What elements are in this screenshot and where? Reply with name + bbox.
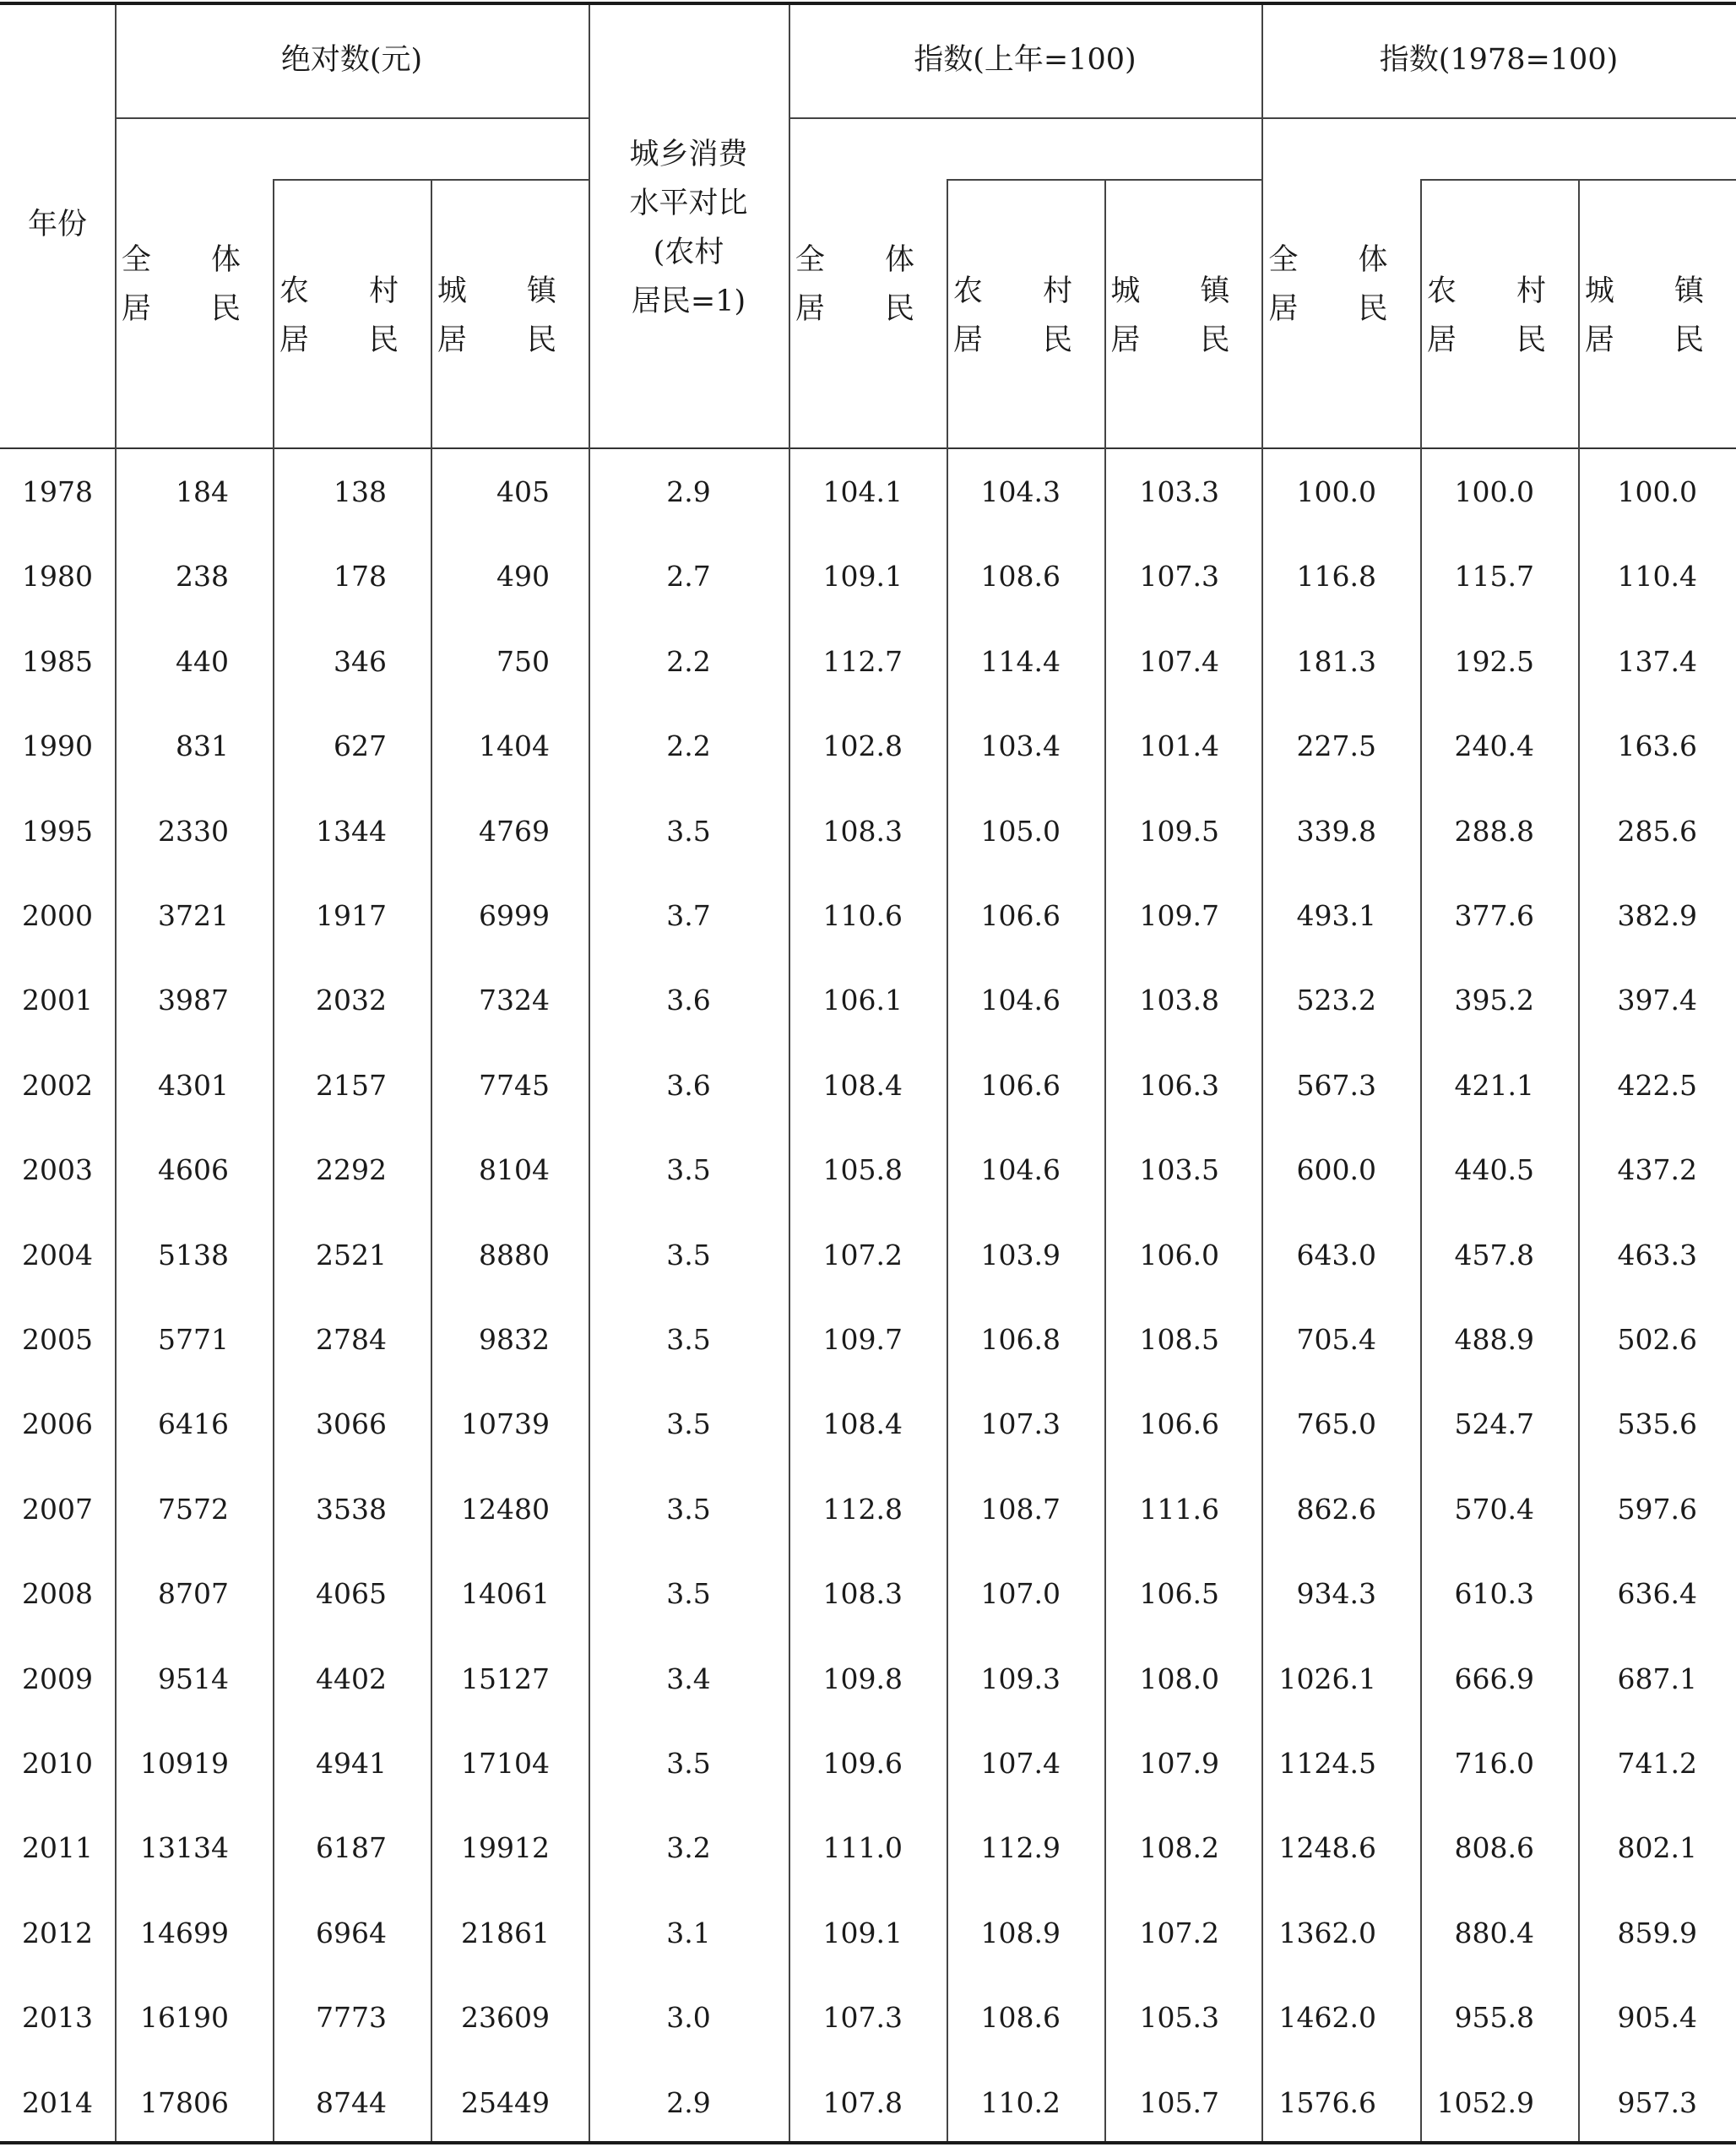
header-urban-residents: 城 镇: [1584, 274, 1730, 308]
cell-all-absolute: 238: [176, 560, 229, 593]
cell-rural-index-1978: 421.1: [1454, 1069, 1534, 1102]
cell-urban-index-prev: 109.5: [1139, 815, 1219, 848]
cell-urban-index-prev: 105.3: [1139, 2001, 1219, 2034]
header-rural-residents: 农 村: [279, 274, 425, 308]
cell-urban-index-prev: 107.2: [1139, 1917, 1219, 1949]
cell-rural-index-prev: 103.4: [980, 729, 1061, 762]
cell-year: 2014: [22, 2086, 93, 2119]
header-rule: [947, 179, 1261, 181]
cell-all-index-1978: 227.5: [1296, 729, 1376, 762]
cell-year: 2010: [22, 1747, 93, 1780]
header-rural-residents: 农 村: [1426, 274, 1572, 308]
cell-urban-index-1978: 437.2: [1617, 1153, 1697, 1186]
cell-rural-index-prev: 106.8: [980, 1323, 1061, 1356]
cell-rural-index-prev: 104.6: [980, 984, 1061, 1017]
cell-urban-absolute: 10739: [461, 1407, 550, 1440]
cell-rural-index-prev: 114.4: [980, 645, 1061, 678]
cell-rural-index-1978: 716.0: [1454, 1747, 1534, 1780]
header-urban-residents: 城 镇: [437, 274, 583, 308]
header-all-residents: 居 民: [1268, 292, 1413, 326]
cell-rural-index-1978: 440.5: [1454, 1153, 1534, 1186]
header-rural-residents: 居 民: [952, 323, 1099, 357]
cell-all-index-prev: 102.8: [822, 729, 903, 762]
cell-ratio: 3.5: [666, 1577, 711, 1610]
cell-year: 2011: [22, 1831, 93, 1864]
cell-ratio: 2.9: [666, 2086, 711, 2119]
cell-urban-absolute: 7324: [479, 984, 550, 1017]
cell-year: 1985: [22, 645, 93, 678]
cell-all-index-prev: 110.6: [822, 899, 903, 932]
cell-rural-index-prev: 107.0: [980, 1577, 1061, 1610]
cell-urban-absolute: 21861: [461, 1917, 550, 1949]
header-year: 年份: [27, 208, 87, 241]
cell-all-index-prev: 109.1: [822, 1917, 903, 1949]
cell-ratio: 2.2: [666, 645, 711, 678]
cell-all-index-1978: 705.4: [1296, 1323, 1376, 1356]
header-absolute-group: 绝对数(元): [280, 43, 423, 77]
cell-rural-absolute: 2292: [316, 1153, 387, 1186]
header-bottom-rule: [0, 447, 1736, 449]
cell-all-absolute: 440: [176, 645, 229, 678]
cell-all-absolute: 831: [176, 729, 229, 762]
cell-all-index-prev: 109.8: [822, 1662, 903, 1695]
cell-all-absolute: 10919: [140, 1747, 229, 1780]
cell-ratio: 3.6: [666, 984, 711, 1017]
cell-rural-absolute: 7773: [316, 2001, 387, 2034]
cell-rural-index-1978: 880.4: [1454, 1917, 1534, 1949]
cell-all-index-1978: 934.3: [1296, 1577, 1376, 1610]
cell-rural-index-prev: 108.6: [980, 560, 1061, 593]
cell-urban-absolute: 15127: [461, 1662, 550, 1695]
cell-all-index-1978: 100.0: [1296, 475, 1376, 508]
cell-urban-index-prev: 107.4: [1139, 645, 1219, 678]
cell-urban-index-prev: 108.0: [1139, 1662, 1219, 1695]
cell-rural-index-prev: 108.6: [980, 2001, 1061, 2034]
cell-all-absolute: 5138: [158, 1239, 229, 1271]
cell-year: 2004: [22, 1239, 93, 1271]
cell-year: 2007: [22, 1493, 93, 1526]
cell-all-absolute: 17806: [140, 2086, 229, 2119]
cell-rural-index-1978: 524.7: [1454, 1407, 1534, 1440]
cell-rural-index-prev: 104.6: [980, 1153, 1061, 1186]
header-all-residents: 居 民: [121, 292, 267, 326]
cell-urban-absolute: 405: [496, 475, 550, 508]
cell-urban-index-prev: 101.4: [1139, 729, 1219, 762]
cell-urban-absolute: 8104: [479, 1153, 550, 1186]
cell-urban-absolute: 19912: [461, 1831, 550, 1864]
cell-year: 1978: [22, 475, 93, 508]
cell-urban-absolute: 750: [496, 645, 550, 678]
cell-urban-absolute: 6999: [479, 899, 550, 932]
cell-rural-absolute: 3066: [316, 1407, 387, 1440]
header-ratio-line: 居民=1): [631, 285, 746, 318]
cell-rural-absolute: 8744: [316, 2086, 387, 2119]
cell-urban-index-prev: 107.9: [1139, 1747, 1219, 1780]
cell-urban-index-1978: 100.0: [1617, 475, 1697, 508]
cell-all-index-1978: 765.0: [1296, 1407, 1376, 1440]
cell-urban-absolute: 14061: [461, 1577, 550, 1610]
cell-urban-absolute: 9832: [479, 1323, 550, 1356]
cell-urban-index-prev: 106.3: [1139, 1069, 1219, 1102]
cell-ratio: 3.5: [666, 1747, 711, 1780]
cell-all-absolute: 13134: [140, 1831, 229, 1864]
cell-year: 2000: [22, 899, 93, 932]
cell-year: 2005: [22, 1323, 93, 1356]
cell-ratio: 2.9: [666, 475, 711, 508]
cell-rural-index-prev: 103.9: [980, 1239, 1061, 1271]
cell-all-index-prev: 107.8: [822, 2086, 903, 2119]
cell-rural-index-1978: 955.8: [1454, 2001, 1534, 2034]
cell-urban-index-prev: 108.2: [1139, 1831, 1219, 1864]
cell-all-index-1978: 862.6: [1296, 1493, 1376, 1526]
cell-rural-index-1978: 240.4: [1454, 729, 1534, 762]
cell-all-index-1978: 1362.0: [1278, 1917, 1376, 1949]
header-index-prev-year: 指数(上年=100): [914, 43, 1137, 77]
cell-ratio: 3.5: [666, 815, 711, 848]
cell-rural-index-1978: 288.8: [1454, 815, 1534, 848]
cell-urban-index-1978: 687.1: [1617, 1662, 1697, 1695]
cell-rural-absolute: 138: [334, 475, 387, 508]
cell-all-index-prev: 105.8: [822, 1153, 903, 1186]
cell-rural-absolute: 4941: [316, 1747, 387, 1780]
cell-ratio: 2.2: [666, 729, 711, 762]
cell-urban-absolute: 4769: [479, 815, 550, 848]
cell-urban-index-1978: 137.4: [1617, 645, 1697, 678]
cell-all-absolute: 14699: [140, 1917, 229, 1949]
cell-year: 1995: [22, 815, 93, 848]
cell-urban-index-prev: 108.5: [1139, 1323, 1219, 1356]
cell-rural-index-1978: 457.8: [1454, 1239, 1534, 1271]
cell-rural-index-1978: 115.7: [1454, 560, 1534, 593]
cell-rural-absolute: 1917: [316, 899, 387, 932]
cell-urban-index-1978: 597.6: [1617, 1493, 1697, 1526]
cell-urban-index-prev: 111.6: [1139, 1493, 1219, 1526]
cell-rural-absolute: 4402: [316, 1662, 387, 1695]
cell-all-index-prev: 108.4: [822, 1407, 903, 1440]
cell-all-index-prev: 108.3: [822, 1577, 903, 1610]
cell-rural-absolute: 2784: [316, 1323, 387, 1356]
cell-urban-absolute: 490: [496, 560, 550, 593]
cell-all-absolute: 16190: [140, 2001, 229, 2034]
cell-urban-index-prev: 109.7: [1139, 899, 1219, 932]
cell-ratio: 3.4: [666, 1662, 711, 1695]
cell-rural-index-1978: 666.9: [1454, 1662, 1534, 1695]
cell-year: 2002: [22, 1069, 93, 1102]
cell-all-absolute: 4606: [158, 1153, 229, 1186]
cell-rural-index-prev: 109.3: [980, 1662, 1061, 1695]
cell-urban-index-1978: 905.4: [1617, 2001, 1697, 2034]
cell-rural-index-prev: 106.6: [980, 1069, 1061, 1102]
cell-urban-index-1978: 397.4: [1617, 984, 1697, 1017]
header-ratio-line: 城乡消费: [629, 138, 748, 171]
cell-ratio: 3.2: [666, 1831, 711, 1864]
header-all-residents: 全 体: [795, 243, 941, 277]
header-urban-residents: 城 镇: [1110, 274, 1256, 308]
cell-rural-index-1978: 100.0: [1454, 475, 1534, 508]
cell-urban-index-1978: 110.4: [1617, 560, 1697, 593]
cell-urban-index-prev: 103.5: [1139, 1153, 1219, 1186]
cell-ratio: 3.7: [666, 899, 711, 932]
header-rule: [1420, 179, 1736, 181]
cell-rural-absolute: 3538: [316, 1493, 387, 1526]
cell-urban-absolute: 17104: [461, 1747, 550, 1780]
cell-urban-absolute: 25449: [461, 2086, 550, 2119]
cell-rural-index-1978: 395.2: [1454, 984, 1534, 1017]
cell-urban-index-prev: 106.0: [1139, 1239, 1219, 1271]
header-all-residents: 全 体: [121, 243, 267, 277]
cell-urban-index-prev: 107.3: [1139, 560, 1219, 593]
cell-urban-index-1978: 636.4: [1617, 1577, 1697, 1610]
cell-all-index-1978: 181.3: [1296, 645, 1376, 678]
cell-rural-index-prev: 110.2: [980, 2086, 1061, 2119]
cell-urban-index-prev: 106.6: [1139, 1407, 1219, 1440]
cell-rural-index-prev: 105.0: [980, 815, 1061, 848]
cell-all-index-1978: 643.0: [1296, 1239, 1376, 1271]
cell-year: 1990: [22, 729, 93, 762]
cell-all-index-1978: 1026.1: [1278, 1662, 1376, 1695]
cell-all-index-1978: 339.8: [1296, 815, 1376, 848]
cell-all-index-prev: 107.2: [822, 1239, 903, 1271]
cell-rural-index-prev: 108.9: [980, 1917, 1061, 1949]
cell-year: 2009: [22, 1662, 93, 1695]
cell-all-index-prev: 112.7: [822, 645, 903, 678]
header-ratio-line: (农村: [653, 236, 724, 269]
header-all-residents: 全 体: [1268, 243, 1413, 277]
cell-urban-absolute: 12480: [461, 1493, 550, 1526]
cell-rural-index-prev: 108.7: [980, 1493, 1061, 1526]
cell-all-index-1978: 567.3: [1296, 1069, 1376, 1102]
header-rule: [273, 179, 589, 181]
cell-ratio: 2.7: [666, 560, 711, 593]
header-urban-residents: 居 民: [1110, 323, 1256, 357]
cell-rural-index-prev: 112.9: [980, 1831, 1061, 1864]
cell-ratio: 3.5: [666, 1239, 711, 1271]
cell-all-absolute: 5771: [158, 1323, 229, 1356]
cell-urban-index-prev: 105.7: [1139, 2086, 1219, 2119]
header-urban-residents: 居 民: [1584, 323, 1730, 357]
cell-year: 2006: [22, 1407, 93, 1440]
cell-all-index-prev: 106.1: [822, 984, 903, 1017]
cell-all-absolute: 7572: [158, 1493, 229, 1526]
cell-all-index-1978: 600.0: [1296, 1153, 1376, 1186]
cell-ratio: 3.5: [666, 1407, 711, 1440]
cell-ratio: 3.0: [666, 2001, 711, 2034]
cell-rural-index-1978: 808.6: [1454, 1831, 1534, 1864]
header-urban-residents: 居 民: [437, 323, 583, 357]
cell-rural-absolute: 627: [334, 729, 387, 762]
cell-rural-absolute: 178: [334, 560, 387, 593]
cell-ratio: 3.5: [666, 1323, 711, 1356]
cell-urban-absolute: 8880: [479, 1239, 550, 1271]
cell-all-index-prev: 107.3: [822, 2001, 903, 2034]
cell-all-index-1978: 1576.6: [1278, 2086, 1376, 2119]
cell-rural-absolute: 2521: [316, 1239, 387, 1271]
cell-all-absolute: 4301: [158, 1069, 229, 1102]
header-rural-residents: 居 民: [1426, 323, 1572, 357]
cell-urban-index-1978: 422.5: [1617, 1069, 1697, 1102]
cell-all-absolute: 184: [176, 475, 229, 508]
cell-rural-index-1978: 192.5: [1454, 645, 1534, 678]
cell-rural-absolute: 6964: [316, 1917, 387, 1949]
cell-all-index-prev: 109.1: [822, 560, 903, 593]
header-rule: [789, 117, 1736, 119]
cell-all-index-prev: 109.6: [822, 1747, 903, 1780]
cell-urban-index-1978: 163.6: [1617, 729, 1697, 762]
cell-all-index-1978: 1462.0: [1278, 2001, 1376, 2034]
cell-rural-index-prev: 107.3: [980, 1407, 1061, 1440]
cell-rural-index-1978: 1052.9: [1436, 2086, 1534, 2119]
cell-year: 2001: [22, 984, 93, 1017]
cell-urban-index-1978: 741.2: [1617, 1747, 1697, 1780]
header-rule: [115, 117, 589, 119]
cell-rural-index-1978: 488.9: [1454, 1323, 1534, 1356]
cell-urban-index-prev: 103.3: [1139, 475, 1219, 508]
cell-urban-index-1978: 502.6: [1617, 1323, 1697, 1356]
cell-urban-index-1978: 957.3: [1617, 2086, 1697, 2119]
cell-rural-absolute: 2032: [316, 984, 387, 1017]
cell-urban-absolute: 1404: [479, 729, 550, 762]
cell-all-index-1978: 523.2: [1296, 984, 1376, 1017]
header-ratio-line: 水平对比: [629, 187, 748, 220]
header-rural-residents: 农 村: [952, 274, 1099, 308]
cell-all-index-1978: 116.8: [1296, 560, 1376, 593]
cell-rural-index-prev: 107.4: [980, 1747, 1061, 1780]
header-rural-residents: 居 民: [279, 323, 425, 357]
cell-ratio: 3.5: [666, 1153, 711, 1186]
cell-year: 2013: [22, 2001, 93, 2034]
cell-urban-index-1978: 463.3: [1617, 1239, 1697, 1271]
cell-rural-absolute: 346: [334, 645, 387, 678]
cell-all-index-1978: 493.1: [1296, 899, 1376, 932]
cell-rural-index-prev: 106.6: [980, 899, 1061, 932]
cell-rural-index-prev: 104.3: [980, 475, 1061, 508]
cell-urban-absolute: 23609: [461, 2001, 550, 2034]
cell-urban-index-1978: 535.6: [1617, 1407, 1697, 1440]
cell-rural-index-1978: 377.6: [1454, 899, 1534, 932]
cell-urban-index-1978: 285.6: [1617, 815, 1697, 848]
header-all-residents: 居 民: [795, 292, 941, 326]
cell-ratio: 3.5: [666, 1493, 711, 1526]
cell-all-absolute: 3987: [158, 984, 229, 1017]
cell-all-absolute: 2330: [158, 815, 229, 848]
cell-year: 1980: [22, 560, 93, 593]
cell-all-absolute: 9514: [158, 1662, 229, 1695]
cell-year: 2003: [22, 1153, 93, 1186]
cell-all-index-prev: 112.8: [822, 1493, 903, 1526]
cell-all-index-1978: 1124.5: [1278, 1747, 1376, 1780]
header-index-1978: 指数(1978=100): [1379, 43, 1619, 77]
cell-rural-index-1978: 570.4: [1454, 1493, 1534, 1526]
cell-all-index-prev: 109.7: [822, 1323, 903, 1356]
cell-rural-absolute: 4065: [316, 1577, 387, 1610]
cell-rural-index-1978: 610.3: [1454, 1577, 1534, 1610]
cell-year: 2008: [22, 1577, 93, 1610]
cell-all-index-prev: 104.1: [822, 475, 903, 508]
cell-urban-index-1978: 802.1: [1617, 1831, 1697, 1864]
cell-all-absolute: 3721: [158, 899, 229, 932]
cell-all-index-prev: 108.3: [822, 815, 903, 848]
table-bottom-rule: [0, 2141, 1736, 2144]
cell-rural-absolute: 2157: [316, 1069, 387, 1102]
cell-ratio: 3.1: [666, 1917, 711, 1949]
cell-rural-absolute: 6187: [316, 1831, 387, 1864]
cell-all-absolute: 8707: [158, 1577, 229, 1610]
cell-urban-index-1978: 382.9: [1617, 899, 1697, 932]
cell-rural-absolute: 1344: [316, 815, 387, 848]
cell-all-absolute: 6416: [158, 1407, 229, 1440]
cell-urban-absolute: 7745: [479, 1069, 550, 1102]
cell-ratio: 3.6: [666, 1069, 711, 1102]
table-top-rule: [0, 2, 1736, 5]
cell-urban-index-prev: 103.8: [1139, 984, 1219, 1017]
cell-all-index-prev: 111.0: [822, 1831, 903, 1864]
cell-year: 2012: [22, 1917, 93, 1949]
cell-urban-index-1978: 859.9: [1617, 1917, 1697, 1949]
cell-all-index-1978: 1248.6: [1278, 1831, 1376, 1864]
cell-all-index-prev: 108.4: [822, 1069, 903, 1102]
cell-urban-index-prev: 106.5: [1139, 1577, 1219, 1610]
